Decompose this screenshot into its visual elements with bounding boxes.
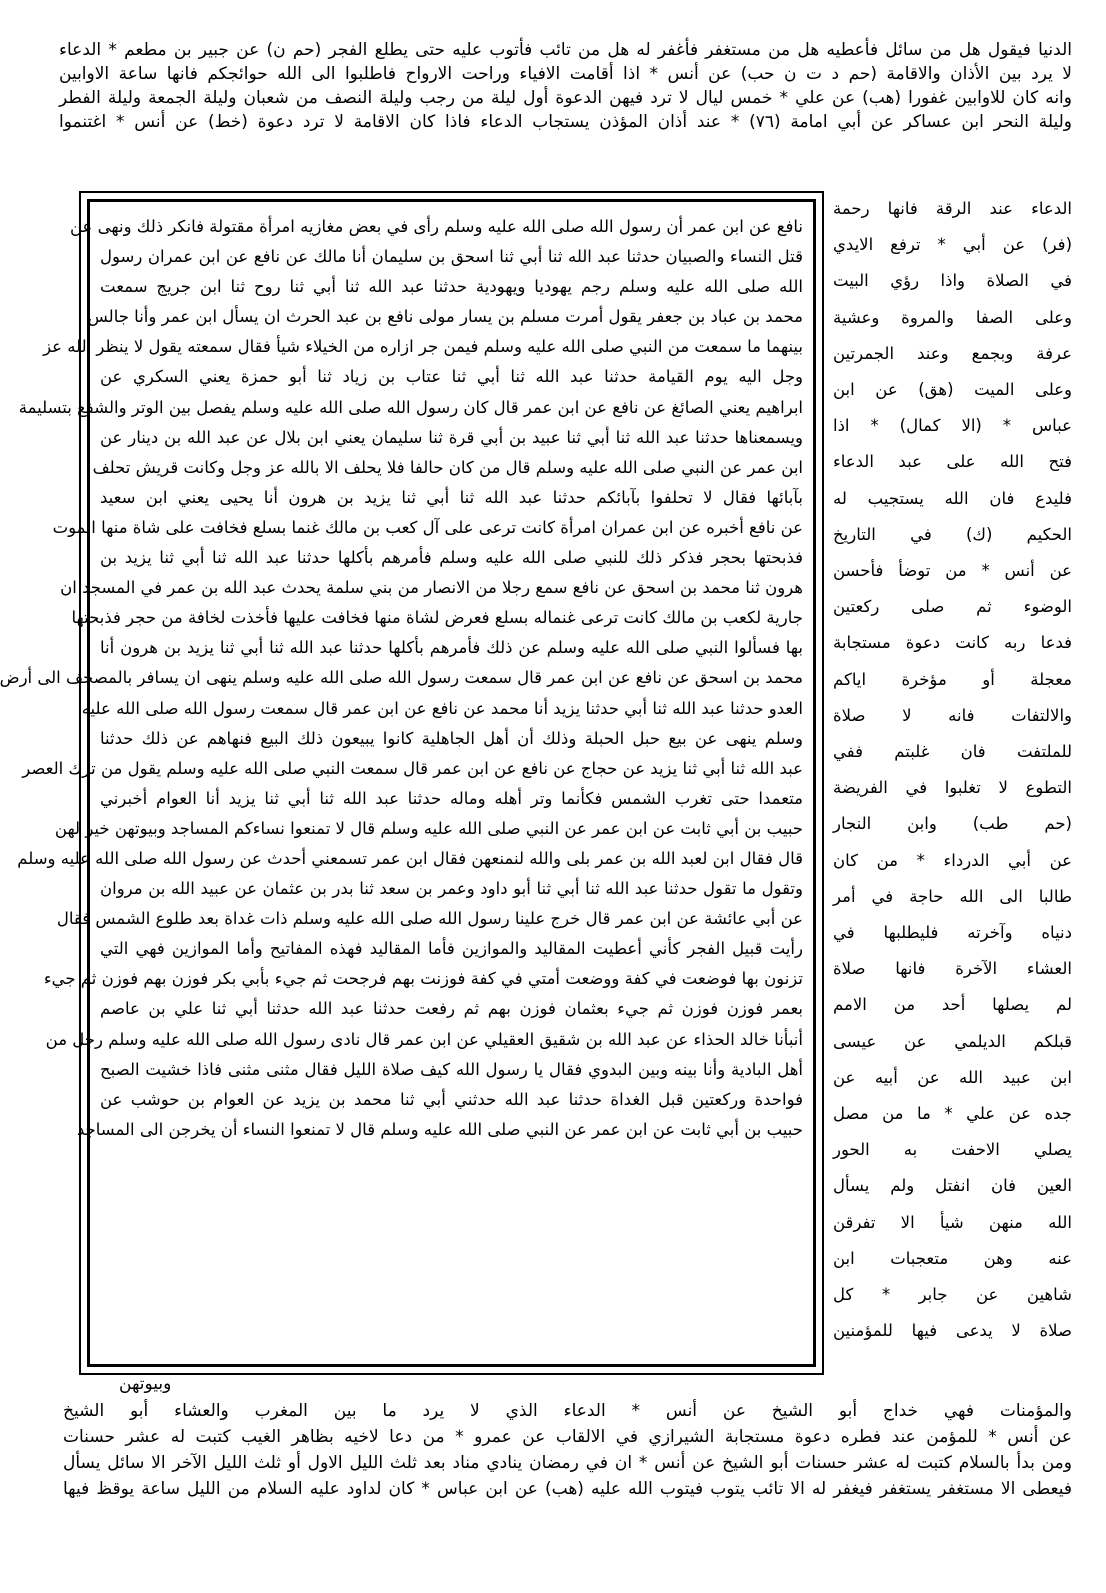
main-text-line: عن نافع أخبره عن ابن عمران امرأة كانت ترعى على آل كعب بن مالك غنما بسلع فخافت على شاة منها الموت [52, 517, 803, 537]
main-text-line: وجل اليه يوم القيامة حدثنا عبد الله ثنا أبي ثنا عتاب بن زياد ثنا أبو حمزة يعني السكري عن [100, 367, 803, 387]
main-text-line: قال فقال ابن لعبد الله بن عمر بلى والله لنمنعهن فقال ابن عمر تسمعني أحدث عن رسول الله صلى الله عليه وسلم [17, 848, 803, 868]
main-text-line: محمد بن اسحق عن نافع عن ابن عمر قال سمعت رسول الله صلى الله عليه وسلم ينهى ان يسافر بالمصحف الى أرض [0, 668, 803, 688]
side-text-line: الحكيم (ك) في التاريخ [833, 524, 1072, 544]
main-text-line: نافع عن ابن عمر أن رسول الله صلى الله عليه وسلم رأى في بعض مغازيه امرأة مقتولة فانكر ذلك ونهى عن [69, 217, 803, 236]
side-text-line: وعلى الصفا والمروة وعشية [833, 307, 1072, 327]
main-text-line: قتل النساء والصبيان حدثنا عبد الله ثنا أبي ثنا اسحق بن سليمان أنا مالك عن نافع عن ابن عمران رسول [100, 247, 803, 267]
main-text-line: ويسمعناها حدثنا عبد الله ثنا أبي ثنا عبيد بن أبي قرة ثنا سليمان يعني ابن بلال عن عبد الله بن دينار عن [100, 427, 803, 447]
text-line: فيعطى الا مستغفر يستغفر فيغفر له الا تائب يتوب فيتوب الله عليه (هب) عن ابن عباس * كان لداود عليه السلام من الليل ساعة يوقظ فيها [63, 1479, 1072, 1499]
side-text-line: عرفة وبجمع وعند الجمرتين [833, 343, 1072, 363]
main-text-line: حبيب بن أبي ثابت عن ابن عمر عن النبي صلى الله عليه وسلم قال لا تمنعوا النساء أن يخرجن الى المساجد [76, 1119, 803, 1139]
main-text-line: محمد بن عباد بن جعفر يقول أمرت مسلم بن يسار مولى نافع بن عبد الحرث ان يسأل ابن عمر وأنا جالس [87, 307, 803, 327]
side-text-line: معجلة أو مؤخرة اياكم [833, 669, 1072, 689]
side-text-line: الدعاء عند الرقة فانها رحمة [833, 199, 1072, 218]
main-text-line: بآبائها فقال لا تحلفوا بآبائكم حدثنا عبد الله ثنا أبي ثنا يزيد بن هرون أنا يحيى يعني ابن سعيد [100, 487, 803, 507]
main-text-line: العدو حدثنا عبد الله ثنا أبي حدثنا يزيد أنا محمد عن نافع عن ابن عمر قال سمعت رسول الله صلى الله عليه [81, 698, 803, 718]
side-text-line: قبلكم الديلمي عن عيسى [833, 1031, 1072, 1051]
bottom-fragment: وبيوتهن [119, 1374, 172, 1394]
main-text-frame-inner [0, 199, 816, 1367]
text-line: وانه كان للاوابين غفورا (هب) عن علي * خمس ليال لا ترد فيهن الدعوة أول ليلة من رجب وليلة النصف من شعبان وليلة الجمعة وليلة الفطر [59, 88, 1072, 108]
side-text-line: وعلى الميت (هق) عن ابن [833, 380, 1072, 400]
side-text-line: العين فان انفتل ولم يسأل [833, 1176, 1072, 1196]
main-text-line: وتقول ما تقول حدثنا عبد الله ثنا أبي ثنا أبو داود وعمر بن سعد ثنا بدر بن عثمان عن عبيد الله بن مروان [100, 879, 803, 899]
text-line: ومن بدأ بالسلام كتبت له عشر حسنات أبو الشيخ عن أنس * ان في رمضان ينادي مناد بعد ثلث الليل الاول أو ثلث الليل الآخر الا سائل يسأل [63, 1453, 1072, 1473]
main-text-line: الله صلى الله عليه وسلم رجم يهوديا ويهودية حدثنا عبد الله ثنا أبي ثنا روح ثنا ابن جريج سمعت [100, 277, 803, 297]
side-text-line: (حم طب) وابن النجار [833, 814, 1072, 834]
side-text-line: التطوع لا تغلبوا في الفريضة [833, 778, 1072, 798]
side-text-line: والالتفات فانه لا صلاة [833, 705, 1072, 725]
main-text-line: بعمر فوزن فوزن ثم جيء بعثمان فوزن بهم ثم رفعت حدثنا عبد الله حدثنا أبي ثنا علي بن عاصم [100, 999, 803, 1019]
side-text-line: عن أنس * من توضأ فأحسن [833, 561, 1072, 581]
side-text-line: العشاء الآخرة فانها صلاة [833, 959, 1072, 979]
main-text-line: تزنون بها فوضعت في كفة ووضعت أمتي في كفة فوزنت بهم فرجحت ثم جيء بأبي بكر فوزن بهم فوزن ثم جيء [43, 969, 803, 989]
side-text-line: طالبا الى الله حاجة في أمر [833, 886, 1072, 906]
side-text-line: للملتفت فان غلبتم ففي [833, 742, 1072, 762]
main-text-line: عبد الله ثنا أبي ثنا يزيد عن حجاج عن نافع عن ابن عمر قال سمعت النبي صلى الله عليه وسلم يقول من ترك العصر [22, 758, 803, 778]
main-text-line: متعمدا حتى تغرب الشمس فكأنما وتر أهله وماله حدثنا عبد الله ثنا أبي ثنا يزيد أنا العوام أخبرني [100, 788, 803, 808]
side-commentary-column [833, 191, 1072, 1350]
main-text-line: فذبحتها بحجر فذكر ذلك للنبي صلى الله عليه وسلم فأمرهم بأكلها حدثنا عبد الله ثنا أبي ثنا يزيد بن [100, 548, 803, 568]
side-text-line: عباس * (الا كمال) * اذا [833, 416, 1072, 436]
main-text-line: ابراهيم يعني الصائغ عن نافع عن ابن عمر قال كان رسول الله صلى الله عليه وسلم يفصل بين الوتر والشفع بتسليمة [18, 397, 803, 417]
side-text-line: صلاة لا يدعى فيها للمؤمنين [833, 1321, 1072, 1341]
main-text-line: هرون ثنا محمد بن اسحق عن نافع سمع رجلا من الانصار من بني سلمة يحدث عبد الله بن عمر في المسجد ان [60, 578, 803, 598]
top-commentary-block [59, 38, 1072, 134]
side-text-line: الوضوء ثم صلى ركعتين [833, 597, 1072, 617]
main-text-line: بينهما ما سمعت من النبي صلى الله عليه وسلم فيمن جر ازاره من الخيلاء شيأ فقال سمعته يقول لا ينظر الله عز [43, 337, 803, 357]
main-text-line: عن أبي عائشة عن ابن عمر قال خرج علينا رسول الله صلى الله عليه وسلم ذات غداة بعد طلوع الشمس فقال [56, 909, 803, 929]
main-text-line: حبيب بن أبي ثابت عن ابن عمر عن النبي صلى الله عليه وسلم قال لا تمنعوا نساءكم المساجد وبيوتهن خير لهن [54, 818, 803, 838]
main-text-frame-outer [0, 191, 824, 1375]
text-line: لا يرد بين الأذان والاقامة (حم د ت ن حب) عن أنس * اذا أقامت الافياء وراحت الارواح فاطلبوا الى الله حوائجكم فانها ساعة الاوابين [59, 64, 1072, 84]
side-text-line: فليدع فان الله يستجيب له [833, 488, 1072, 508]
bottom-commentary-block [63, 1398, 1072, 1502]
main-text-line: أهل البادية وأنا بينه وبين البدوي فقال يا رسول الله كيف صلاة الليل فقال مثنى مثنى فاذا خشيت الصبح [100, 1059, 803, 1079]
side-text-line: دنياه وآخرته فليطلبها في [833, 923, 1072, 943]
side-text-line: ابن عبيد الله عن أبيه عن [833, 1067, 1072, 1087]
side-text-line: شاهين عن جابر * كل [833, 1285, 1072, 1305]
side-text-line: جده عن علي * ما من مصل [833, 1104, 1072, 1124]
main-text-line: ابن عمر عن النبي صلى الله عليه وسلم قال من كان حالفا فلا يحلف الا بالله عز وجل وكانت قريش تحلف [92, 457, 803, 477]
main-text-line: فواحدة وركعتين قبل الغداة حدثنا عبد الله حدثني أبي ثنا محمد بن يزيد عن العوام بن حوشب عن [100, 1089, 803, 1109]
main-text-line: بها فسألوا النبي صلى الله عليه وسلم عن ذلك فأمرهم بأكلها حدثنا عبد الله ثنا أبي ثنا يزيد بن هرون أنا [100, 638, 803, 658]
side-text-line: الله منهن شيأ الا تفرقن [833, 1212, 1072, 1232]
text-line: الدنيا فيقول هل من سائل فأعطيه هل من مستغفر فأغفر له هل من تائب فأتوب عليه حتى يطلع الفجر (حم ن) عن جبير بن مطعم * الدعاء [59, 40, 1072, 60]
side-text-line: فتح الله على عبد الدعاء [833, 452, 1072, 472]
text-line: وليلة النحر ابن عساكر عن أبي امامة (٧٦) * عند أذان المؤذن يستجاب الدعاء فاذا كان الاقامة لا ترد دعوة (خط) عن أنس * اغتنموا [59, 112, 1072, 132]
side-text-line: عنه وهن متعجبات ابن [833, 1248, 1072, 1268]
text-line: عن أنس * للمؤمن عند فطره دعوة مستجابة الشيرازي في الالقاب عن عمرو * من دعا لاخيه بظاهر الغيب كتبت له عشر حسنات [63, 1427, 1072, 1447]
side-text-line: لم يصلها أحد من الامم [833, 995, 1072, 1015]
main-text-line: جارية لكعب بن مالك كانت ترعى غنماله بسلع فعرض لشاة منها فخافت عليها فأخذت لخافة من حجر فذبحتها [71, 608, 803, 628]
text-line: والمؤمنات فهي خداج أبو الشيخ عن أنس * الدعاء الذي لا يرد ما بين المغرب والعشاء أبو الشيخ [63, 1401, 1072, 1421]
main-text-line: وسلم ينهى عن بيع حبل الحبلة وذلك أن أهل الجاهلية كانوا يبيعون ذلك البيع فنهاهم عن ذلك حدثنا [100, 728, 803, 748]
side-text-line: (فر) عن أبي * ترفع الايدي [833, 235, 1072, 255]
main-text-line: أنبأنا خالد الحذاء عن عبد الله بن شقيق العقيلي عن ابن عمر قال نادى رسول الله صلى الله عليه وسلم رجل من [45, 1029, 803, 1049]
side-text-line: في الصلاة واذا رؤي البيت [833, 271, 1072, 291]
side-text-line: يصلي الاحفت به الحور [833, 1140, 1072, 1160]
side-text-line: فدعا ربه كانت دعوة مستجابة [833, 633, 1072, 653]
side-text-line: عن أبي الدرداء * من كان [833, 850, 1072, 870]
main-text-line: رأيت قبيل الفجر كأني أعطيت المقاليد والموازين فأما المقاليد فهذه المفاتيح وأما الموازين فهي التي [100, 939, 803, 959]
